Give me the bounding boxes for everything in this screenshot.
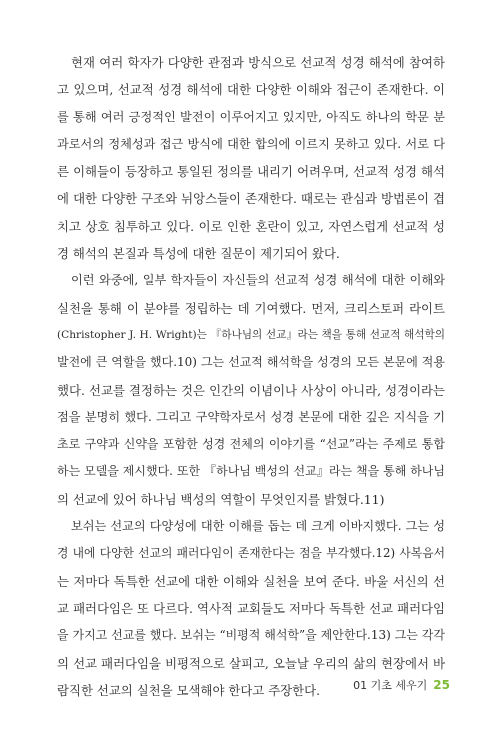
paragraph-line [57, 431, 445, 458]
paragraph-line [57, 267, 445, 294]
paragraph-line [57, 650, 445, 677]
paragraph-line [57, 185, 445, 212]
paragraph-line [57, 158, 445, 185]
line-text: 의 선교 패러다임을 비평적으로 살피고, 오늘날 우리의 삶의 현장에서 바 [57, 655, 445, 671]
chapter-title: 01 기초 세우기 [353, 679, 428, 692]
line-text: 교 패러다임은 또 다르다. 역사적 교회들도 저마다 독특한 선교 패러다임 [57, 600, 445, 616]
line-text: 하는 모델을 제시했다. 또한 『하나님 백성의 선교』라는 책을 통해 하나님 [57, 464, 445, 479]
paragraph-line [57, 49, 445, 76]
paragraph-line [57, 295, 445, 322]
line-text: 경 내에 다양한 선교의 패러다임이 존재한다는 점을 부각했다.12) 사복음서 [57, 546, 445, 561]
paragraph-line [57, 622, 445, 649]
body-text [57, 49, 445, 704]
line-text: 른 이해들이 등장하고 통일된 정의를 내리기 어려우며, 선교적 성경 해석 [57, 164, 445, 180]
line-text: 을 가지고 선교를 했다. 보쉬는 “비평적 해석학”을 제안한다.13) 그는 각각 [57, 628, 445, 643]
line-text: 에 대한 다양한 구조와 뉘앙스들이 존재한다. 때로는 관심과 방법론이 겹 [57, 191, 445, 207]
paragraph-line [57, 377, 445, 404]
line-text: 점을 분명히 했다. 그리고 구약학자로서 성경 본문에 대한 깊은 지식을 기 [57, 409, 445, 424]
line-text: 는 저마다 독특한 선교에 대한 이해와 실천을 보여 준다. 바울 서신의 선 [57, 573, 445, 589]
paragraph-line [57, 404, 445, 431]
paragraph-line [57, 131, 445, 158]
line-text: 했다. 선교를 결정하는 것은 인간의 이념이나 사상이 아니라, 성경이라는 [57, 382, 445, 398]
line-text: 발전에 큰 역할을 했다.10) 그는 선교적 해석학을 성경의 모든 본문에 적용 [57, 355, 445, 370]
line-text: 초로 구약과 신약을 포함한 성경 전체의 이야기를 “선교”라는 주제로 통합 [57, 437, 445, 452]
paragraph-line [57, 540, 445, 567]
line-text: 고 있으며, 선교적 성경 해석에 대한 다양한 이해와 접근이 존재한다. 이 [57, 82, 445, 98]
line-text: 과로서의 정체성과 접근 방식에 대한 합의에 이르지 못하고 있다. 서로 다 [57, 136, 445, 151]
paragraph-line [57, 104, 445, 131]
paragraph-line [57, 458, 445, 485]
paragraph-line [57, 240, 445, 267]
paragraph-line [57, 513, 445, 540]
line-text: 치고 상호 침투하고 있다. 이로 인한 혼란이 있고, 자연스럽게 선교적 성 [57, 218, 445, 234]
paragraph-line [57, 322, 445, 349]
line-text: 의 선교에 있어 하나님 백성의 역할이 무엇인지를 밝혔다.11) [57, 491, 385, 507]
paragraph-line [57, 568, 445, 595]
paragraph-line [57, 349, 445, 376]
page-number: 25 [433, 678, 450, 692]
line-text: 를 통해 여러 긍정적인 발전이 이루어지고 있지만, 아직도 하나의 학문 분 [57, 109, 445, 124]
paragraph-line [57, 76, 445, 103]
line-text: 보쉬는 선교의 다양성에 대한 이해를 돕는 데 크게 이바지했다. 그는 성 [71, 519, 445, 534]
paragraph-line [57, 213, 445, 240]
line-text: (Christopher J. H. Wright)는 『하나님의 선교』라는 책을 통해 선교적 해석학의 [57, 328, 445, 341]
line-text: 현재 여러 학자가 다양한 관점과 방식으로 선교적 성경 해석에 참여하 [71, 55, 445, 70]
paragraph-line [57, 486, 445, 513]
line-text: 람직한 선교의 실천을 모색해야 한다고 주장한다. [57, 682, 321, 698]
line-text: 이런 와중에, 일부 학자들이 자신들의 선교적 성경 해석에 대한 이해와 [71, 273, 445, 288]
paragraph-line [57, 595, 445, 622]
line-text: 경 해석의 본질과 특성에 대한 질문이 제기되어 왔다. [57, 246, 340, 262]
page-footer [353, 677, 450, 693]
line-text: 실천을 통해 이 분야를 정립하는 데 기여했다. 먼저, 크리스토퍼 라이트 [57, 300, 445, 316]
